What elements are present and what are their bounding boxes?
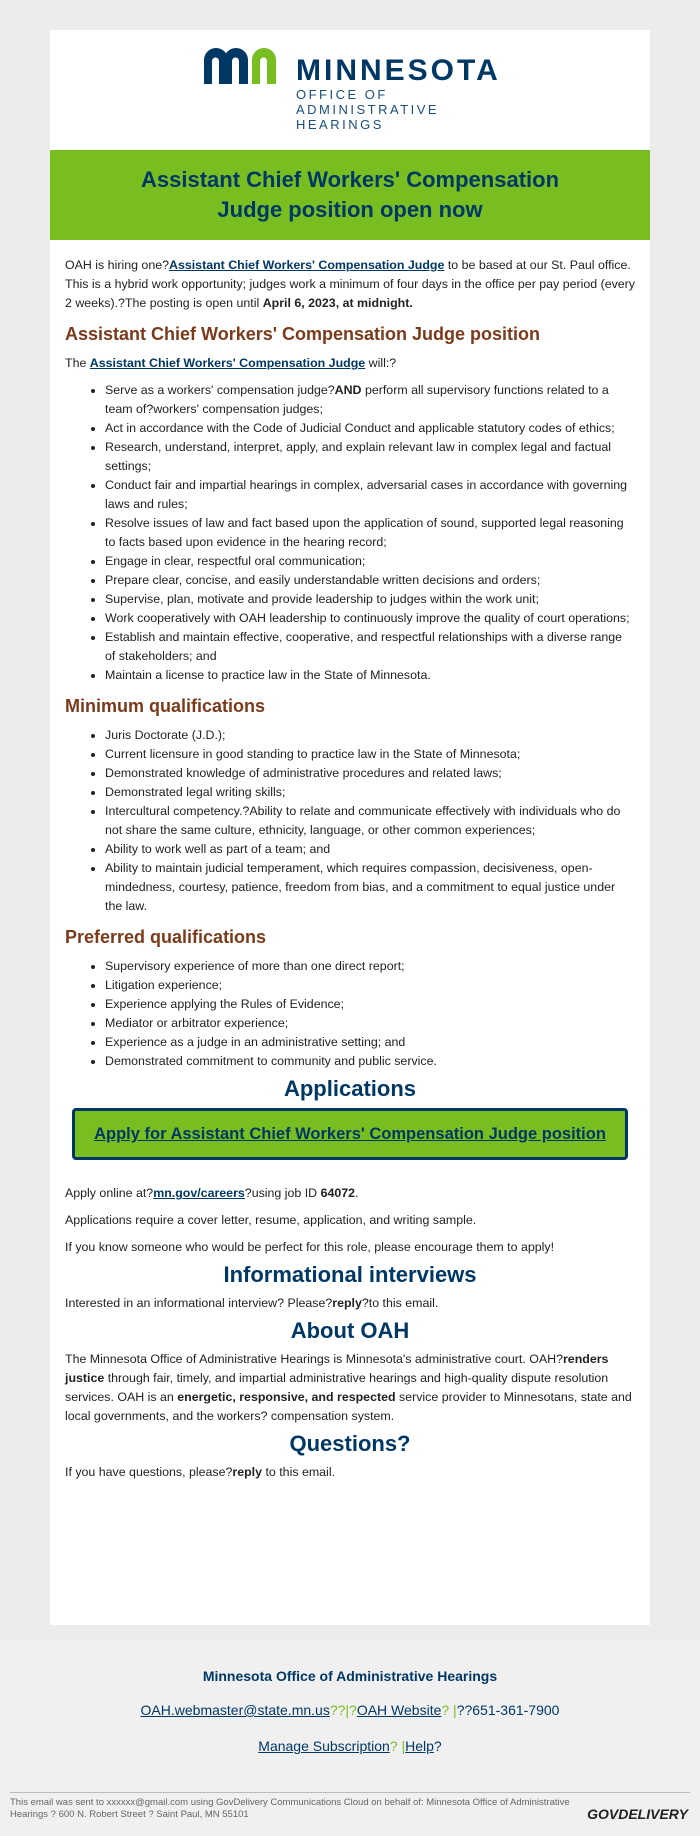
help-link[interactable]: Help [405,1738,434,1754]
logo-line-3: HEARINGS [296,117,384,132]
footer-separator-4: ? [433,1738,442,1754]
oah-website-link[interactable]: OAH Website [356,1702,442,1718]
informational-interviews-heading: Informational interviews [223,1262,477,1287]
apply-button[interactable]: Apply for Assistant Chief Workers' Compensation Judge position [72,1108,628,1160]
footer-org-name: Minnesota Office of Administrative Hearings [202,1668,498,1684]
minimum-qualifications-list [65,726,635,916]
duty-text-1c: perform all supervisory functions related to a team of?workers' compensation judges; [105,383,609,416]
list-item: • Experience as a judge in an administrative setting; and [105,1033,635,1052]
list-item: • Demonstrated knowledge of administrative procedures and related laws; [105,764,635,783]
banner-title: Assistant Chief Workers' Compensation Judge position open now [140,167,560,222]
list-item: • Work cooperatively with OAH leadership to continuously improve the quality of court operations; [105,609,635,628]
informational-text-2: ?to this email. [361,1296,439,1310]
logo-line-2: ADMINISTRATIVE [296,102,440,117]
footer-separator-1: ??|? [329,1702,357,1718]
about-bold-1: renders justice [65,1352,609,1385]
list-item: • Supervisory experience of more than one direct report; [105,957,635,976]
list-item: • Establish and maintain effective, cooperative, and respectful relationships with a diverse range of stakeholders; and [105,628,635,666]
email-card [50,30,650,1625]
duty-text-1a: Serve as a workers' compensation judge? [105,383,335,397]
footer-separator-3: ? | [389,1738,406,1754]
list-item: • Prepare clear, concise, and easily understandable written decisions and orders; [105,571,635,590]
manage-subscription-link[interactable]: Manage Subscription [258,1738,390,1754]
email-body [65,256,635,1490]
apply-text-3: . [355,1186,359,1200]
list-item: • Engage in clear, respectful oral communication; [105,552,635,571]
intro-text-1: OAH is hiring one? [65,258,169,272]
about-text-3: service provider to Minnesotans, state and local governments, and the workers? compensation system. [65,1390,632,1423]
list-item: • Demonstrated legal writing skills; [105,783,635,802]
questions-text-1: If you have questions, please? [65,1465,233,1479]
about-bold-2: energetic, responsive, and respected [177,1390,396,1404]
applications-heading: Applications [283,1076,416,1101]
list-item: • Ability to maintain judicial temperament, which requires compassion, decisiveness, open-mindedness, courtesy, patience, freedom from bias, and a commitment to equal justice under the law. [105,859,635,916]
logo-wordmark [296,55,501,132]
job-posting-link[interactable]: Assistant Chief Workers' Compensation Judge [169,258,445,272]
position-duties-list [65,381,635,685]
duty-text-1b: AND [334,383,362,397]
about-heading: About OAH [290,1318,410,1343]
questions-heading: Questions? [289,1431,411,1456]
job-id: 64072 [320,1186,356,1200]
footer-subscription-links [0,1738,700,1754]
informational-text-1: Interested in an informational interview? Please? [65,1296,333,1310]
webmaster-email-link[interactable]: OAH.webmaster@state.mn.us [140,1702,330,1718]
minimum-qualifications-heading: Minimum qualifications [65,696,266,716]
position-heading: Assistant Chief Workers' Compensation Judge position [65,324,541,344]
title-banner [50,150,650,240]
preferred-qualifications-list [65,957,635,1071]
list-item: • Research, understand, interpret, apply, and explain relevant law in complex legal and factual settings; [105,438,635,476]
logo-name: MINNESOTA [296,54,501,87]
logo-line-1: OFFICE OF [296,87,388,102]
requirements-paragraph: Applications require a cover letter, resume, application, and writing sample. [65,1213,477,1227]
footer-divider [10,1792,690,1793]
preferred-qualifications-heading: Preferred qualifications [65,927,267,947]
list-item: • Current licensure in good standing to practice law in the State of Minnesota; [105,745,635,764]
careers-link[interactable]: mn.gov/careers [153,1186,245,1200]
intro-text-2: to be based at our St. Paul office. This is a hybrid work opportunity; judges work a minimum of four days in the office per pay period (every 2 weeks).?The posting is open until [65,258,635,310]
intro-paragraph [65,256,635,313]
list-item: • Litigation experience; [105,976,635,995]
about-text-2: through fair, timely, and impartial administrative hearings and high-quality dispute resolution services. OAH is an [65,1371,609,1404]
position-link[interactable]: Assistant Chief Workers' Compensation Judge [89,356,366,370]
informational-paragraph [65,1294,635,1313]
list-item: • Conduct fair and impartial hearings in complex, adversarial cases in accordance with governing laws and rules; [105,476,635,514]
list-item: • Maintain a license to practice law in the State of Minnesota. [105,666,635,685]
phone-number: ??651-361-7900 [456,1702,560,1718]
encourage-paragraph: If you know someone who would be perfect for this role, please encourage them to apply! [65,1240,555,1254]
list-item: • Act in accordance with the Code of Judicial Conduct and applicable statutory codes of ethics; [105,419,635,438]
list-item: • Demonstrated commitment to community and public service. [105,1052,635,1071]
position-lead-text-2: will:? [365,356,397,370]
list-item: • Juris Doctorate (J.D.); [105,726,635,745]
footer-contact-links [0,1702,700,1718]
email-footer [0,1640,700,1836]
about-text-1: The Minnesota Office of Administrative Hearings is Minnesota's administrative court. OAH? [65,1352,563,1366]
logo-header [50,30,650,150]
questions-bold: reply [232,1465,263,1479]
about-paragraph [65,1350,635,1426]
apply-text-1: Apply online at? [65,1186,154,1200]
footer-separator-2: ? | [441,1702,457,1718]
list-item: • Ability to work well as part of a team; and [105,840,635,859]
questions-paragraph [65,1463,635,1482]
apply-online-paragraph [65,1184,635,1203]
list-item: • Experience applying the Rules of Evidence; [105,995,635,1014]
questions-text-2: to this email. [262,1465,336,1479]
list-item: • Resolve issues of law and fact based upon the application of sound, supported legal reasoning to facts based upon evidence in the hearing record; [105,514,635,552]
apply-text-2: ?using job ID [244,1186,321,1200]
footer-fine-print: This email was sent to xxxxxx@gmail.com using GovDelivery Communications Cloud on behalf of: Minnesota Office of Administrative Hearings ? 600 N. Robert Street ? Saint Paul, MN 55101 [10,1797,570,1820]
govdelivery-logo[interactable]: GOVDELIVERY [587,1806,688,1822]
list-item: • Supervise, plan, motivate and provide leadership to judges within the work unit; [105,590,635,609]
list-item: • Intercultural competency.?Ability to relate and communicate effectively with individuals who do not share the same culture, ethnicity, language, or other common experiences; [105,802,635,840]
list-item: • Mediator or arbitrator experience; [105,1014,635,1033]
minnesota-mn-logo [202,46,284,86]
informational-bold: reply [332,1296,362,1310]
position-lead [65,354,635,373]
list-item [105,381,635,419]
position-lead-text-1: The [65,356,90,370]
deadline-text: April 6, 2023, at midnight. [262,296,413,310]
